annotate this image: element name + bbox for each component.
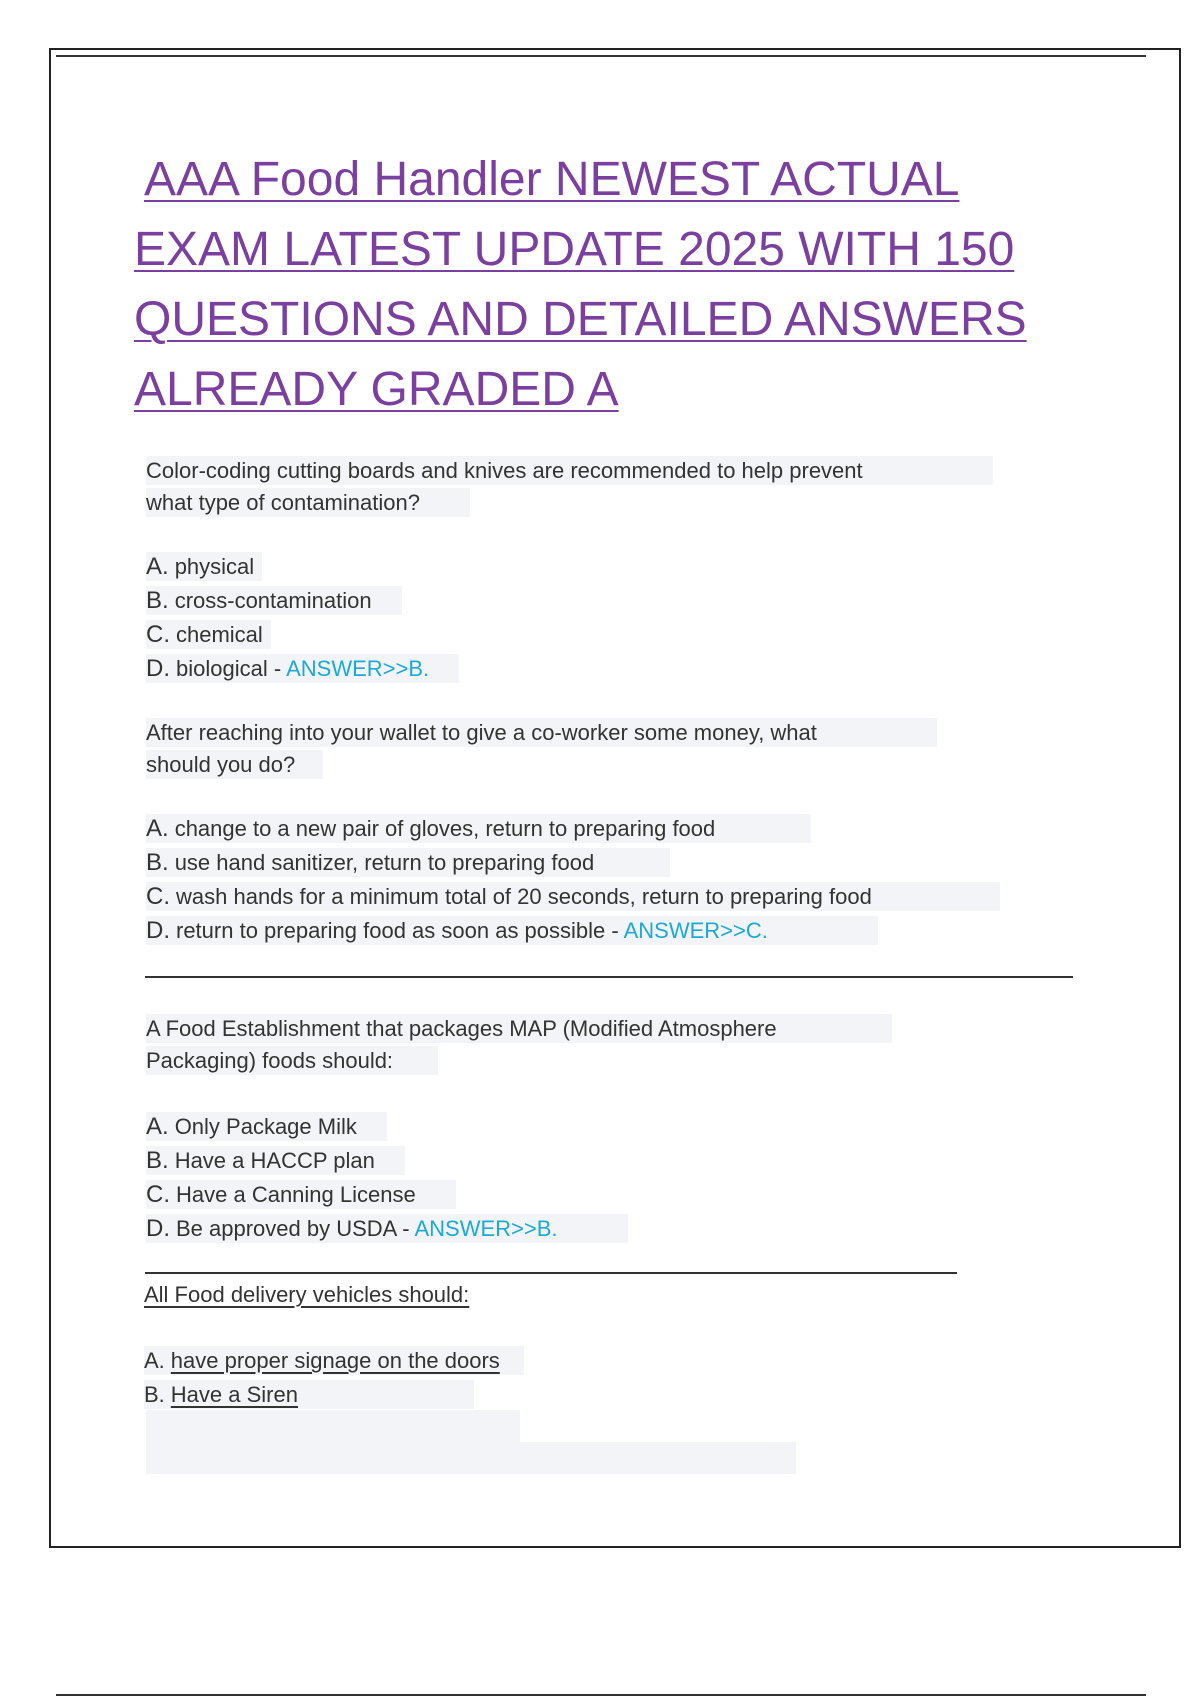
list-item: A. physical: [146, 550, 459, 584]
title-line-3: QUESTIONS AND DETAILED ANSWERS: [134, 293, 1027, 346]
title-line-2: EXAM LATEST UPDATE 2025 WITH 150: [134, 223, 1015, 276]
question-3-text: A Food Establishment that packages MAP (Modified Atmosphere Packaging) foods should:: [146, 1013, 892, 1077]
list-item: A. Only Package Milk: [146, 1110, 628, 1144]
section-divider: [145, 976, 1073, 978]
list-item: D. biological - ANSWER>>B.: [146, 652, 459, 686]
answer-key: ANSWER>>C.: [623, 918, 768, 943]
list-item: A. change to a new pair of gloves, return to preparing food: [146, 812, 1000, 846]
question-1-text: Color-coding cutting boards and knives are recommended to help prevent what type of contamination?: [146, 455, 993, 519]
bottom-rule: [56, 1694, 1146, 1696]
list-item: B. cross-contamination: [146, 584, 459, 618]
list-item: C. wash hands for a minimum total of 20 seconds, return to preparing food: [146, 880, 1000, 914]
blank-highlight: [146, 1410, 520, 1442]
title-line-4: ALREADY GRADED A: [134, 363, 619, 416]
answer-key: ANSWER>>B.: [414, 1216, 558, 1241]
question-4-text: All Food delivery vehicles should:: [144, 1282, 470, 1307]
list-item: B. use hand sanitizer, return to preparing food: [146, 846, 1000, 880]
title-line-1: AAA Food Handler NEWEST ACTUAL: [144, 153, 960, 206]
blank-highlight: [146, 1442, 796, 1474]
list-item: C. chemical: [146, 618, 459, 652]
question-2-text: After reaching into your wallet to give a co-worker some money, what should you do?: [146, 717, 937, 781]
question-1-options: [146, 550, 459, 686]
top-rule: [56, 55, 1146, 57]
list-item: B. Have a HACCP plan: [146, 1144, 628, 1178]
section-divider: [145, 1272, 957, 1274]
answer-key: ANSWER>>B.: [286, 656, 430, 681]
question-2-options: [146, 812, 1000, 948]
list-item: D. return to preparing food as soon as possible - ANSWER>>C.: [146, 914, 1000, 948]
list-item: C. Have a Canning License: [146, 1178, 628, 1212]
list-item: A. have proper signage on the doors: [144, 1344, 524, 1378]
list-item: D. Be approved by USDA - ANSWER>>B.: [146, 1212, 628, 1246]
question-3-options: [146, 1110, 628, 1246]
document-title: [134, 145, 1044, 425]
question-4-options: [144, 1344, 524, 1412]
list-item: B. Have a Siren: [144, 1378, 524, 1412]
